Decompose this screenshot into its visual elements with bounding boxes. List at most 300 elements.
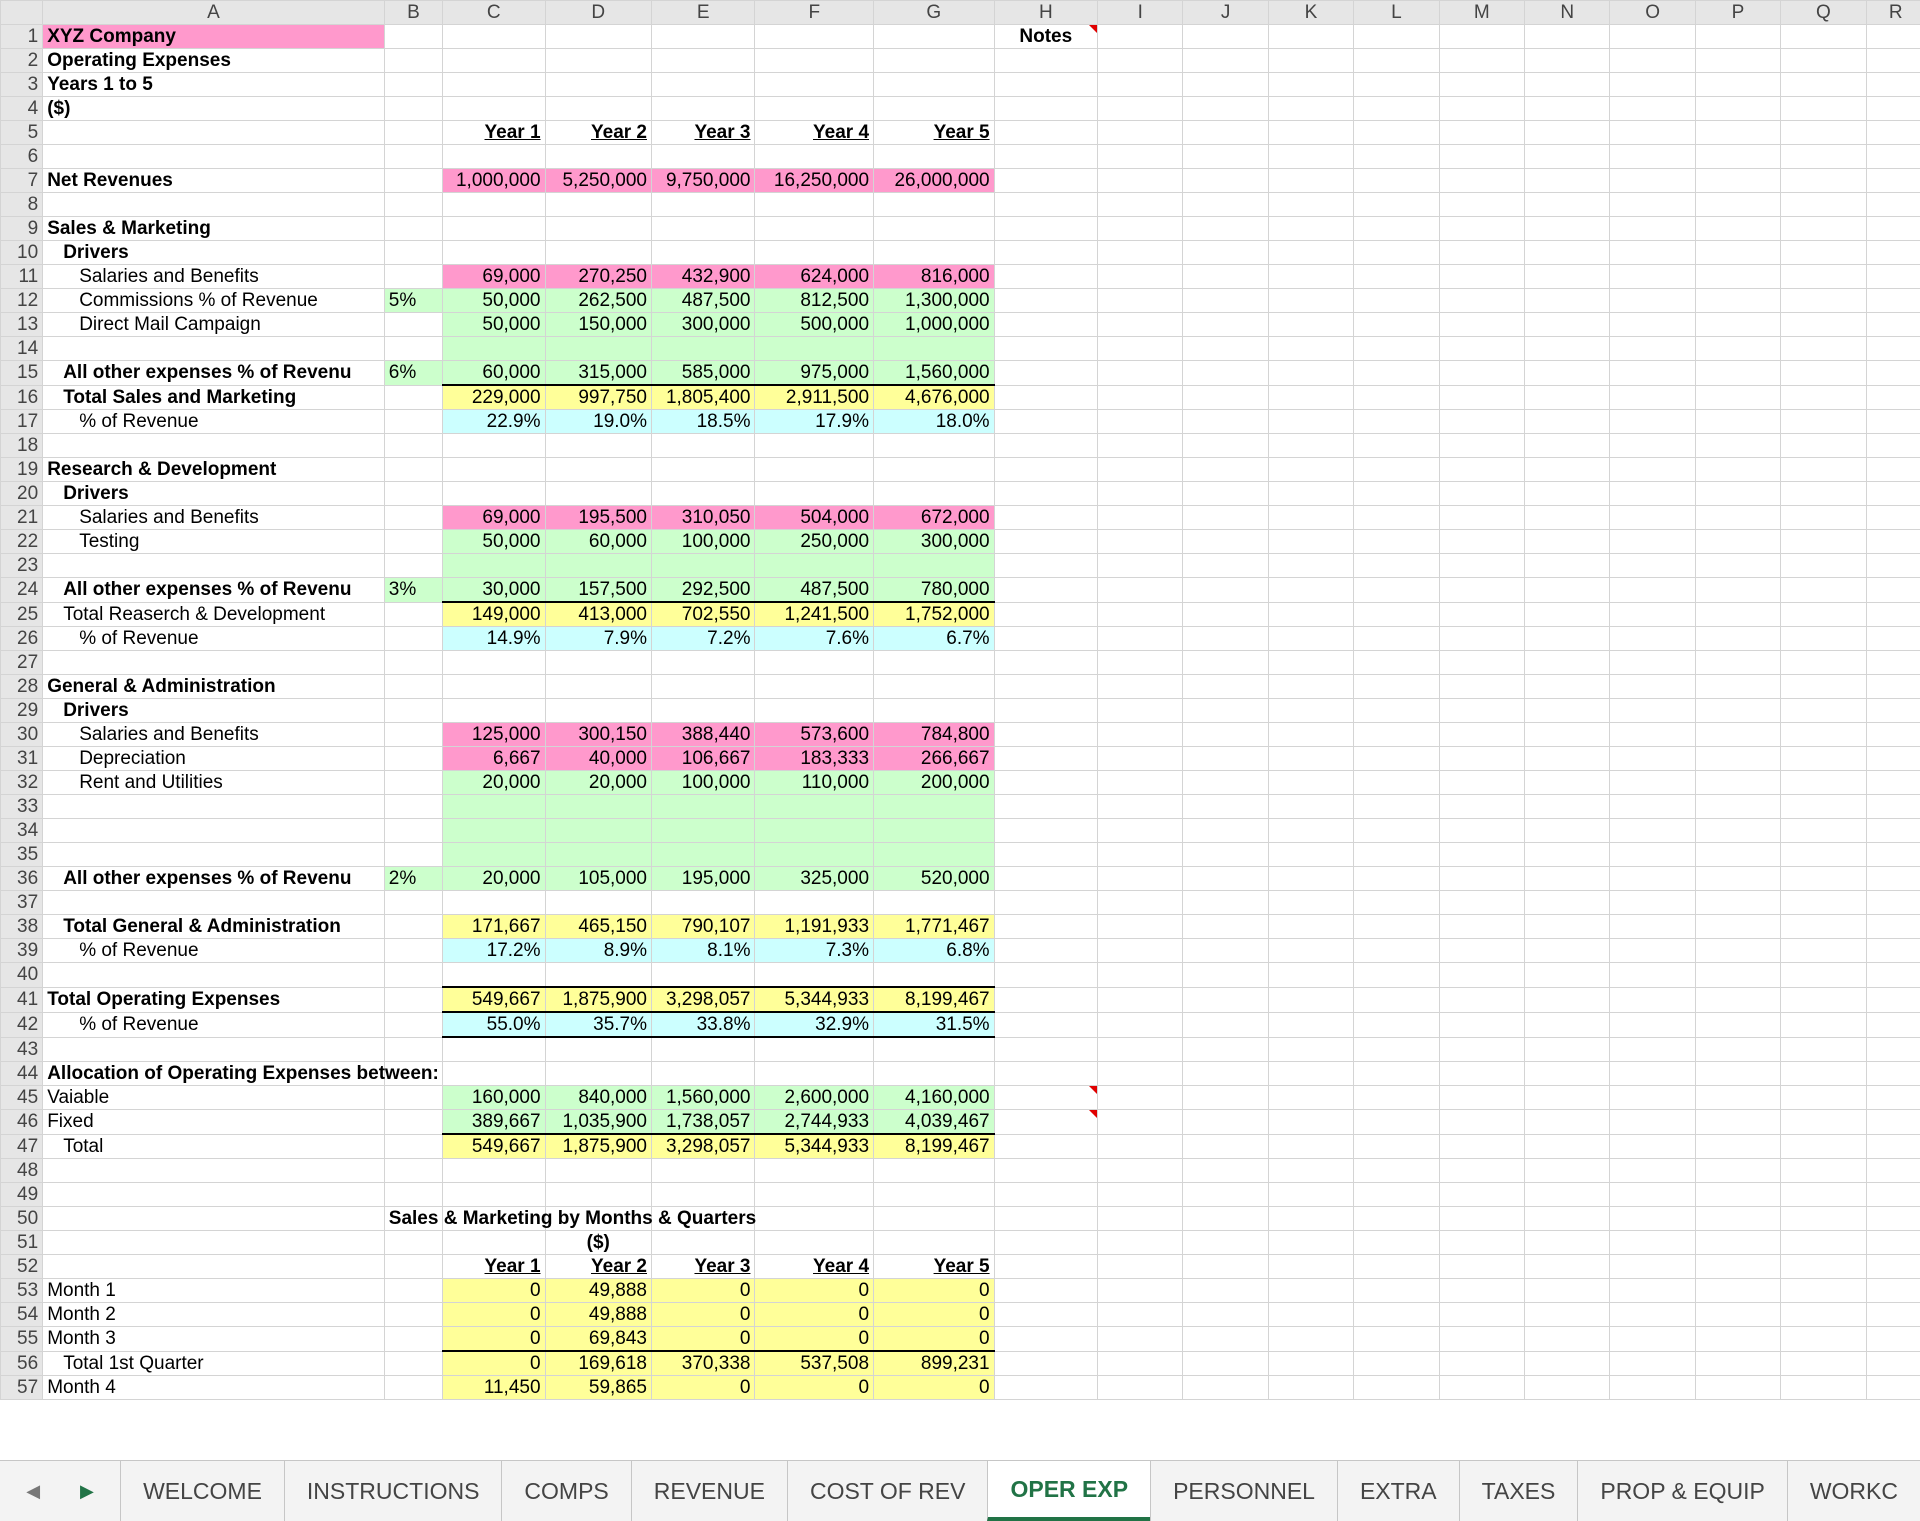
cell-o12[interactable] bbox=[1610, 289, 1695, 313]
cell-28-y2[interactable] bbox=[545, 675, 651, 699]
value-r17-y4[interactable]: 17.9% bbox=[755, 410, 874, 434]
cell-19-y5[interactable] bbox=[874, 458, 995, 482]
value-r56-y5[interactable]: 899,231 bbox=[874, 1351, 995, 1376]
value-r24-y4[interactable]: 487,500 bbox=[755, 578, 874, 603]
cell-48-y4[interactable] bbox=[755, 1159, 874, 1183]
cell-k2[interactable] bbox=[1268, 49, 1353, 73]
value-r39-y2[interactable]: 8.9% bbox=[545, 939, 651, 963]
cell-k39[interactable] bbox=[1268, 939, 1353, 963]
cell-b48[interactable] bbox=[384, 1159, 442, 1183]
cell-k28[interactable] bbox=[1268, 675, 1353, 699]
cell-j23[interactable] bbox=[1183, 554, 1268, 578]
row-header-51[interactable]: 51 bbox=[1, 1231, 43, 1255]
cell-o53[interactable] bbox=[1610, 1279, 1695, 1303]
value-r46-y2[interactable]: 1,035,900 bbox=[545, 1110, 651, 1135]
column-header-r[interactable]: R bbox=[1866, 1, 1920, 25]
cell-h21[interactable] bbox=[994, 506, 1097, 530]
cell-j15[interactable] bbox=[1183, 361, 1268, 386]
cell-b8[interactable] bbox=[384, 193, 442, 217]
report-period[interactable]: Years 1 to 5 bbox=[43, 73, 385, 97]
row-header-49[interactable]: 49 bbox=[1, 1183, 43, 1207]
cell-k3[interactable] bbox=[1268, 73, 1353, 97]
cell-q51[interactable] bbox=[1781, 1231, 1866, 1255]
row-header-18[interactable]: 18 bbox=[1, 434, 43, 458]
cell-o39[interactable] bbox=[1610, 939, 1695, 963]
cell-p16[interactable] bbox=[1695, 385, 1780, 410]
cell-l28[interactable] bbox=[1354, 675, 1439, 699]
cell-n35[interactable] bbox=[1525, 843, 1610, 867]
cell-r23[interactable] bbox=[1866, 554, 1920, 578]
cell-o31[interactable] bbox=[1610, 747, 1695, 771]
cell-18-y2[interactable] bbox=[545, 434, 651, 458]
row-header-2[interactable]: 2 bbox=[1, 49, 43, 73]
sheet-tab-prop-equip[interactable]: PROP & EQUIP bbox=[1577, 1461, 1786, 1521]
cell-o16[interactable] bbox=[1610, 385, 1695, 410]
value-r38-y5[interactable]: 1,771,467 bbox=[874, 915, 995, 939]
row-header-26[interactable]: 26 bbox=[1, 627, 43, 651]
cell-m18[interactable] bbox=[1439, 434, 1524, 458]
cell-r37[interactable] bbox=[1866, 891, 1920, 915]
cell-n36[interactable] bbox=[1525, 867, 1610, 891]
cell-n19[interactable] bbox=[1525, 458, 1610, 482]
cell-p17[interactable] bbox=[1695, 410, 1780, 434]
cell-n9[interactable] bbox=[1525, 217, 1610, 241]
cell-q48[interactable] bbox=[1781, 1159, 1866, 1183]
cell-m22[interactable] bbox=[1439, 530, 1524, 554]
column-header-c[interactable]: C bbox=[443, 1, 545, 25]
cell-k35[interactable] bbox=[1268, 843, 1353, 867]
cell-18-y4[interactable] bbox=[755, 434, 874, 458]
cell-q21[interactable] bbox=[1781, 506, 1866, 530]
cell-3-y1[interactable] bbox=[443, 73, 545, 97]
cell-i1[interactable] bbox=[1098, 25, 1183, 49]
cell-m43[interactable] bbox=[1439, 1037, 1524, 1062]
cell-i47[interactable] bbox=[1098, 1134, 1183, 1159]
cell-l27[interactable] bbox=[1354, 651, 1439, 675]
cell-33-y5[interactable] bbox=[874, 795, 995, 819]
row-header-57[interactable]: 57 bbox=[1, 1376, 43, 1400]
cell-r48[interactable] bbox=[1866, 1159, 1920, 1183]
year-header-3[interactable]: Year 3 bbox=[652, 121, 755, 145]
cell-m36[interactable] bbox=[1439, 867, 1524, 891]
cell-j55[interactable] bbox=[1183, 1327, 1268, 1352]
row-label-31[interactable]: Depreciation bbox=[43, 747, 385, 771]
cell-48-y3[interactable] bbox=[652, 1159, 755, 1183]
cell-a8[interactable] bbox=[43, 193, 385, 217]
cell-q33[interactable] bbox=[1781, 795, 1866, 819]
cell-b34[interactable] bbox=[384, 819, 442, 843]
cell-j49[interactable] bbox=[1183, 1183, 1268, 1207]
cell-3-y5[interactable] bbox=[874, 73, 995, 97]
year-header-4[interactable]: Year 4 bbox=[755, 1255, 874, 1279]
row-label-29[interactable]: Drivers bbox=[43, 699, 385, 723]
cell-j54[interactable] bbox=[1183, 1303, 1268, 1327]
cell-r3[interactable] bbox=[1866, 73, 1920, 97]
cell-p44[interactable] bbox=[1695, 1062, 1780, 1086]
cell-r56[interactable] bbox=[1866, 1351, 1920, 1376]
cell-i22[interactable] bbox=[1098, 530, 1183, 554]
cell-h20[interactable] bbox=[994, 482, 1097, 506]
cell-k26[interactable] bbox=[1268, 627, 1353, 651]
cell-k53[interactable] bbox=[1268, 1279, 1353, 1303]
cell-q11[interactable] bbox=[1781, 265, 1866, 289]
cell-l22[interactable] bbox=[1354, 530, 1439, 554]
cell-37-y1[interactable] bbox=[443, 891, 545, 915]
cell-q44[interactable] bbox=[1781, 1062, 1866, 1086]
value-r38-y1[interactable]: 171,667 bbox=[443, 915, 545, 939]
row-header-38[interactable]: 38 bbox=[1, 915, 43, 939]
cell-q18[interactable] bbox=[1781, 434, 1866, 458]
cell-k57[interactable] bbox=[1268, 1376, 1353, 1400]
cell-3-y3[interactable] bbox=[652, 73, 755, 97]
cell-n37[interactable] bbox=[1525, 891, 1610, 915]
cell-o6[interactable] bbox=[1610, 145, 1695, 169]
value-r25-y1[interactable]: 149,000 bbox=[443, 602, 545, 627]
cell-r6[interactable] bbox=[1866, 145, 1920, 169]
cell-r57[interactable] bbox=[1866, 1376, 1920, 1400]
value-r13-y2[interactable]: 150,000 bbox=[545, 313, 651, 337]
cell-o34[interactable] bbox=[1610, 819, 1695, 843]
value-r38-y2[interactable]: 465,150 bbox=[545, 915, 651, 939]
cell-k14[interactable] bbox=[1268, 337, 1353, 361]
cell-b56[interactable] bbox=[384, 1351, 442, 1376]
cell-j18[interactable] bbox=[1183, 434, 1268, 458]
cell-j56[interactable] bbox=[1183, 1351, 1268, 1376]
cell-p22[interactable] bbox=[1695, 530, 1780, 554]
cell-n13[interactable] bbox=[1525, 313, 1610, 337]
cell-l41[interactable] bbox=[1354, 987, 1439, 1012]
cell-m53[interactable] bbox=[1439, 1279, 1524, 1303]
cell-h3[interactable] bbox=[994, 73, 1097, 97]
cell-p19[interactable] bbox=[1695, 458, 1780, 482]
cell-n56[interactable] bbox=[1525, 1351, 1610, 1376]
cell-m7[interactable] bbox=[1439, 169, 1524, 193]
cell-27-y1[interactable] bbox=[443, 651, 545, 675]
cell-j51[interactable] bbox=[1183, 1231, 1268, 1255]
row-header-4[interactable]: 4 bbox=[1, 97, 43, 121]
cell-k18[interactable] bbox=[1268, 434, 1353, 458]
cell-n6[interactable] bbox=[1525, 145, 1610, 169]
row-label-11[interactable]: Salaries and Benefits bbox=[43, 265, 385, 289]
cell-n40[interactable] bbox=[1525, 963, 1610, 988]
cell-p57[interactable] bbox=[1695, 1376, 1780, 1400]
row-header-9[interactable]: 9 bbox=[1, 217, 43, 241]
cell-m38[interactable] bbox=[1439, 915, 1524, 939]
pct-driver-15[interactable]: 6% bbox=[384, 361, 442, 386]
row-header-6[interactable]: 6 bbox=[1, 145, 43, 169]
cell-n12[interactable] bbox=[1525, 289, 1610, 313]
cell-14-y4[interactable] bbox=[755, 337, 874, 361]
cell-p21[interactable] bbox=[1695, 506, 1780, 530]
row-header-11[interactable]: 11 bbox=[1, 265, 43, 289]
cell-b51[interactable] bbox=[384, 1231, 442, 1255]
cell-33-y2[interactable] bbox=[545, 795, 651, 819]
cell-b26[interactable] bbox=[384, 627, 442, 651]
cell-h16[interactable] bbox=[994, 385, 1097, 410]
value-r54-y4[interactable]: 0 bbox=[755, 1303, 874, 1327]
cell-i6[interactable] bbox=[1098, 145, 1183, 169]
cell-j44[interactable] bbox=[1183, 1062, 1268, 1086]
cell-n49[interactable] bbox=[1525, 1183, 1610, 1207]
row-label-44[interactable]: Allocation of Operating Expenses between: bbox=[43, 1062, 385, 1086]
cell-14-y3[interactable] bbox=[652, 337, 755, 361]
cell-43-y4[interactable] bbox=[755, 1037, 874, 1062]
value-r21-y5[interactable]: 672,000 bbox=[874, 506, 995, 530]
cell-m42[interactable] bbox=[1439, 1012, 1524, 1037]
row-header-31[interactable]: 31 bbox=[1, 747, 43, 771]
cell-j22[interactable] bbox=[1183, 530, 1268, 554]
cell-l54[interactable] bbox=[1354, 1303, 1439, 1327]
cell-l47[interactable] bbox=[1354, 1134, 1439, 1159]
cell-o44[interactable] bbox=[1610, 1062, 1695, 1086]
cell-h53[interactable] bbox=[994, 1279, 1097, 1303]
cell-l10[interactable] bbox=[1354, 241, 1439, 265]
cell-j35[interactable] bbox=[1183, 843, 1268, 867]
value-r41-y2[interactable]: 1,875,900 bbox=[545, 987, 651, 1012]
cell-m14[interactable] bbox=[1439, 337, 1524, 361]
value-r53-y2[interactable]: 49,888 bbox=[545, 1279, 651, 1303]
cell-i46[interactable] bbox=[1098, 1110, 1183, 1135]
cell-33-y4[interactable] bbox=[755, 795, 874, 819]
cell-l29[interactable] bbox=[1354, 699, 1439, 723]
value-r56-y3[interactable]: 370,338 bbox=[652, 1351, 755, 1376]
cell-r52[interactable] bbox=[1866, 1255, 1920, 1279]
cell-i34[interactable] bbox=[1098, 819, 1183, 843]
cell-9-y5[interactable] bbox=[874, 217, 995, 241]
cell-j32[interactable] bbox=[1183, 771, 1268, 795]
cell-i44[interactable] bbox=[1098, 1062, 1183, 1086]
cell-l25[interactable] bbox=[1354, 602, 1439, 627]
cell-j3[interactable] bbox=[1183, 73, 1268, 97]
value-r16-y2[interactable]: 997,750 bbox=[545, 385, 651, 410]
cell-j1[interactable] bbox=[1183, 25, 1268, 49]
cell-3-y4[interactable] bbox=[755, 73, 874, 97]
cell-i11[interactable] bbox=[1098, 265, 1183, 289]
cell-i39[interactable] bbox=[1098, 939, 1183, 963]
cell-b57[interactable] bbox=[384, 1376, 442, 1400]
row-header-45[interactable]: 45 bbox=[1, 1086, 43, 1110]
row-header-43[interactable]: 43 bbox=[1, 1037, 43, 1062]
cell-i3[interactable] bbox=[1098, 73, 1183, 97]
cell-q50[interactable] bbox=[1781, 1207, 1866, 1231]
cell-n11[interactable] bbox=[1525, 265, 1610, 289]
cell-9-y1[interactable] bbox=[443, 217, 545, 241]
cell-p56[interactable] bbox=[1695, 1351, 1780, 1376]
year-header-2[interactable]: Year 2 bbox=[545, 121, 651, 145]
value-r45-y5[interactable]: 4,160,000 bbox=[874, 1086, 995, 1110]
column-header-a[interactable]: A bbox=[43, 1, 385, 25]
cell-n16[interactable] bbox=[1525, 385, 1610, 410]
sheet-tab-cost-of-rev[interactable]: COST OF REV bbox=[787, 1461, 988, 1521]
cell-b49[interactable] bbox=[384, 1183, 442, 1207]
cell-o48[interactable] bbox=[1610, 1159, 1695, 1183]
cell-23-y3[interactable] bbox=[652, 554, 755, 578]
row-label-46[interactable]: Fixed bbox=[43, 1110, 385, 1135]
cell-l44[interactable] bbox=[1354, 1062, 1439, 1086]
cell-b14[interactable] bbox=[384, 337, 442, 361]
cell-h40[interactable] bbox=[994, 963, 1097, 988]
cell-i13[interactable] bbox=[1098, 313, 1183, 337]
cell-p6[interactable] bbox=[1695, 145, 1780, 169]
value-r41-y4[interactable]: 5,344,933 bbox=[755, 987, 874, 1012]
cell-r45[interactable] bbox=[1866, 1086, 1920, 1110]
value-r15-y3[interactable]: 585,000 bbox=[652, 361, 755, 386]
value-r22-y5[interactable]: 300,000 bbox=[874, 530, 995, 554]
cell-r8[interactable] bbox=[1866, 193, 1920, 217]
cell-j33[interactable] bbox=[1183, 795, 1268, 819]
cell-j19[interactable] bbox=[1183, 458, 1268, 482]
cell-b11[interactable] bbox=[384, 265, 442, 289]
row-header-50[interactable]: 50 bbox=[1, 1207, 43, 1231]
cell-r40[interactable] bbox=[1866, 963, 1920, 988]
cell-n2[interactable] bbox=[1525, 49, 1610, 73]
value-r7-y1[interactable]: 1,000,000 bbox=[443, 169, 545, 193]
cell-j14[interactable] bbox=[1183, 337, 1268, 361]
cell-k1[interactable] bbox=[1268, 25, 1353, 49]
cell-34-y4[interactable] bbox=[755, 819, 874, 843]
cell-n44[interactable] bbox=[1525, 1062, 1610, 1086]
cell-k25[interactable] bbox=[1268, 602, 1353, 627]
row-label-22[interactable]: Testing bbox=[43, 530, 385, 554]
row-header-8[interactable]: 8 bbox=[1, 193, 43, 217]
cell-r53[interactable] bbox=[1866, 1279, 1920, 1303]
row-label-13[interactable]: Direct Mail Campaign bbox=[43, 313, 385, 337]
value-r15-y4[interactable]: 975,000 bbox=[755, 361, 874, 386]
value-r22-y1[interactable]: 50,000 bbox=[443, 530, 545, 554]
cell-k33[interactable] bbox=[1268, 795, 1353, 819]
cell-k9[interactable] bbox=[1268, 217, 1353, 241]
value-r39-y3[interactable]: 8.1% bbox=[652, 939, 755, 963]
cell-b2[interactable] bbox=[384, 49, 442, 73]
cell-m23[interactable] bbox=[1439, 554, 1524, 578]
cell-m19[interactable] bbox=[1439, 458, 1524, 482]
cell-p54[interactable] bbox=[1695, 1303, 1780, 1327]
cell-o42[interactable] bbox=[1610, 1012, 1695, 1037]
cell-a52[interactable] bbox=[43, 1255, 385, 1279]
cell-p52[interactable] bbox=[1695, 1255, 1780, 1279]
cell-j5[interactable] bbox=[1183, 121, 1268, 145]
cell-b39[interactable] bbox=[384, 939, 442, 963]
value-r57-y3[interactable]: 0 bbox=[652, 1376, 755, 1400]
cell-p15[interactable] bbox=[1695, 361, 1780, 386]
cell-b6[interactable] bbox=[384, 145, 442, 169]
cell-o47[interactable] bbox=[1610, 1134, 1695, 1159]
cell-a6[interactable] bbox=[43, 145, 385, 169]
row-label-30[interactable]: Salaries and Benefits bbox=[43, 723, 385, 747]
cell-m27[interactable] bbox=[1439, 651, 1524, 675]
cell-q34[interactable] bbox=[1781, 819, 1866, 843]
cell-o17[interactable] bbox=[1610, 410, 1695, 434]
cell-h30[interactable] bbox=[994, 723, 1097, 747]
cell-p32[interactable] bbox=[1695, 771, 1780, 795]
year-header-3[interactable]: Year 3 bbox=[652, 1255, 755, 1279]
cell-j11[interactable] bbox=[1183, 265, 1268, 289]
cell-q3[interactable] bbox=[1781, 73, 1866, 97]
cell-k6[interactable] bbox=[1268, 145, 1353, 169]
cell-l19[interactable] bbox=[1354, 458, 1439, 482]
row-label-12[interactable]: Commissions % of Revenue bbox=[43, 289, 385, 313]
subtable-title[interactable]: Sales & Marketing by Months & Quarters bbox=[384, 1207, 442, 1231]
cell-l40[interactable] bbox=[1354, 963, 1439, 988]
sheet-tab-comps[interactable]: COMPS bbox=[501, 1461, 630, 1521]
value-r39-y1[interactable]: 17.2% bbox=[443, 939, 545, 963]
cell-n4[interactable] bbox=[1525, 97, 1610, 121]
cell-k32[interactable] bbox=[1268, 771, 1353, 795]
cell-l16[interactable] bbox=[1354, 385, 1439, 410]
value-r41-y3[interactable]: 3,298,057 bbox=[652, 987, 755, 1012]
cell-p40[interactable] bbox=[1695, 963, 1780, 988]
cell-i17[interactable] bbox=[1098, 410, 1183, 434]
value-r54-y3[interactable]: 0 bbox=[652, 1303, 755, 1327]
row-header-52[interactable]: 52 bbox=[1, 1255, 43, 1279]
cell-b7[interactable] bbox=[384, 169, 442, 193]
value-r26-y5[interactable]: 6.7% bbox=[874, 627, 995, 651]
cell-9-y3[interactable] bbox=[652, 217, 755, 241]
row-header-35[interactable]: 35 bbox=[1, 843, 43, 867]
cell-a34[interactable] bbox=[43, 819, 385, 843]
value-r21-y2[interactable]: 195,500 bbox=[545, 506, 651, 530]
cell-p31[interactable] bbox=[1695, 747, 1780, 771]
cell-b28[interactable] bbox=[384, 675, 442, 699]
cell-r34[interactable] bbox=[1866, 819, 1920, 843]
cell-49-y1[interactable] bbox=[443, 1183, 545, 1207]
cell-a50[interactable] bbox=[43, 1207, 385, 1231]
cell-34-y3[interactable] bbox=[652, 819, 755, 843]
row-header-37[interactable]: 37 bbox=[1, 891, 43, 915]
value-r22-y2[interactable]: 60,000 bbox=[545, 530, 651, 554]
cell-b10[interactable] bbox=[384, 241, 442, 265]
cell-k15[interactable] bbox=[1268, 361, 1353, 386]
cell-p49[interactable] bbox=[1695, 1183, 1780, 1207]
cell-44-y5[interactable] bbox=[874, 1062, 995, 1086]
cell-r27[interactable] bbox=[1866, 651, 1920, 675]
scroll-right-icon[interactable]: ▶ bbox=[80, 1481, 94, 1502]
cell-8-y3[interactable] bbox=[652, 193, 755, 217]
cell-k43[interactable] bbox=[1268, 1037, 1353, 1062]
value-r7-y5[interactable]: 26,000,000 bbox=[874, 169, 995, 193]
notes-cell-45[interactable] bbox=[994, 1086, 1097, 1110]
cell-l2[interactable] bbox=[1354, 49, 1439, 73]
cell-p7[interactable] bbox=[1695, 169, 1780, 193]
cell-i15[interactable] bbox=[1098, 361, 1183, 386]
cell-p26[interactable] bbox=[1695, 627, 1780, 651]
cell-m9[interactable] bbox=[1439, 217, 1524, 241]
row-label-28[interactable]: General & Administration bbox=[43, 675, 385, 699]
sheet-tab-personnel[interactable]: PERSONNEL bbox=[1150, 1461, 1337, 1521]
value-r41-y5[interactable]: 8,199,467 bbox=[874, 987, 995, 1012]
value-r56-y1[interactable]: 0 bbox=[443, 1351, 545, 1376]
row-header-21[interactable]: 21 bbox=[1, 506, 43, 530]
value-r22-y3[interactable]: 100,000 bbox=[652, 530, 755, 554]
cell-j10[interactable] bbox=[1183, 241, 1268, 265]
cell-j21[interactable] bbox=[1183, 506, 1268, 530]
cell-35-y5[interactable] bbox=[874, 843, 995, 867]
value-r25-y4[interactable]: 1,241,500 bbox=[755, 602, 874, 627]
cell-l31[interactable] bbox=[1354, 747, 1439, 771]
cell-r14[interactable] bbox=[1866, 337, 1920, 361]
cell-l14[interactable] bbox=[1354, 337, 1439, 361]
row-header-19[interactable]: 19 bbox=[1, 458, 43, 482]
cell-27-y2[interactable] bbox=[545, 651, 651, 675]
column-header-g[interactable]: G bbox=[874, 1, 995, 25]
cell-h50[interactable] bbox=[994, 1207, 1097, 1231]
cell-b32[interactable] bbox=[384, 771, 442, 795]
cell-b4[interactable] bbox=[384, 97, 442, 121]
row-header-28[interactable]: 28 bbox=[1, 675, 43, 699]
cell-q47[interactable] bbox=[1781, 1134, 1866, 1159]
cell-o27[interactable] bbox=[1610, 651, 1695, 675]
cell-r12[interactable] bbox=[1866, 289, 1920, 313]
